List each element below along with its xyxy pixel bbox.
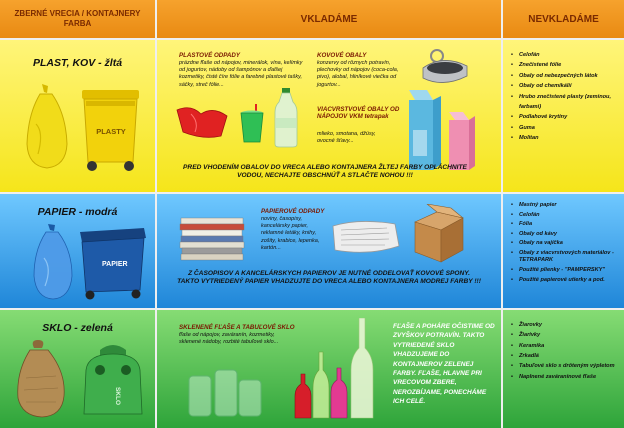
glass-bin-cell: [0, 310, 155, 428]
list-item: • Obaly od chemikálií: [511, 81, 624, 91]
plastic-group-title: PLASTOVÉ ODPADY: [179, 52, 240, 59]
paper-group-text: noviny, časopisy, kancelársky papier, reklamné letáky, knihy, zošity, krabice, lepenka, kartón...: [261, 216, 320, 251]
magazines-image: [179, 214, 247, 262]
tetrapak-pink-image: [445, 112, 477, 172]
list-item: • Zrkadlá: [511, 351, 615, 361]
list-item: • Obaly z viacvrstvových materiálov - TETRAPARK: [511, 250, 624, 265]
paper-no-cell: [503, 194, 624, 308]
list-item: • Hrubo znečistené plasty (zeminou, farbami): [511, 92, 624, 113]
list-item: • Keramika: [511, 341, 615, 351]
plastic-no-list: [511, 50, 624, 144]
paper-bin-cell: [0, 194, 155, 308]
glass-jars-image: [185, 366, 265, 418]
plastic-no-cell: [503, 40, 624, 192]
list-item: • Obaly od nebezpečných látok: [511, 71, 624, 81]
list-item: • Znečistené fólie: [511, 60, 624, 70]
green-cup-image: [239, 104, 265, 144]
glass-bottles-image: [285, 318, 377, 422]
yellow-bag-image: [22, 84, 72, 169]
plastic-bin-cell: [0, 40, 155, 192]
sack-image: [12, 338, 70, 418]
list-item: • Použité papierové utierky a pod.: [511, 277, 624, 284]
green-bell-bin-image: [78, 340, 148, 418]
tetrapak-group-text: mlieko, smotana, džúsy, ovocné šťavy...: [317, 131, 376, 145]
tin-can-image: [415, 46, 473, 90]
list-item: • Žiarovky: [511, 320, 615, 330]
list-item: • Mastný papier: [511, 202, 624, 209]
glass-no-list: [511, 320, 615, 382]
paper-label: PAPIER - modrá: [37, 206, 118, 218]
tetrapak-group-title: VIACVRSTVOVÉ OBALY OD NÁPOJOV VKM tetrapak: [317, 106, 400, 121]
plastic-bottle-image: [273, 88, 299, 148]
header-do-put: VKLADÁME: [157, 0, 501, 38]
list-item: • Celofán: [511, 212, 624, 219]
plastic-bin-text: PLASTY: [96, 127, 126, 136]
list-item: • Žiarivky: [511, 330, 615, 340]
paper-yes-cell: [157, 194, 501, 308]
glass-note: FĽAŠE A POHÁRE OČISTIME OD ZVYŠKOV POTRAVÍN. TAKTO VYTRIEDENÉ SKLO VHADZUJEME DO KONTAJNEROV ZELENEJ FARBY. FĽAŠE, HLAVNE PRI VRECOVOM ZBERE, NEROZBÍJAME, PONECHÁME ICH CELÉ.: [393, 323, 495, 406]
glass-group-text: fľaše od nápojov, zaváranín, kozmetiky, sklenené nádoby, rozbité tabuľové sklo...: [179, 332, 279, 346]
list-item: • Použité plienky - "PAMPERSKY": [511, 267, 624, 274]
yellow-bin-image: [78, 90, 143, 172]
paper-group-title: PAPIEROVÉ ODPADY: [261, 208, 325, 215]
tetrapak-blue-image: [403, 90, 443, 172]
paper-no-list: [511, 202, 624, 286]
glass-yes-cell: [157, 310, 501, 428]
glass-group-title: SKLENENÉ FĽAŠE A TABUĽOVÉ SKLO: [179, 324, 295, 331]
cardboard-box-image: [407, 204, 471, 266]
list-item: • Obaly od kávy: [511, 231, 624, 238]
glass-bin-text: SKLO: [114, 386, 121, 406]
list-item: • Celofán: [511, 50, 624, 60]
list-item: • Tabuľové sklo s drôteným výpletom: [511, 363, 615, 370]
header-bins-colors: ZBERNÉ VRECIA / KONTAJNERY FARBA: [0, 0, 155, 38]
list-item: • Guma: [511, 123, 624, 133]
header-do-not-put: NEVKLADÁME: [503, 0, 624, 38]
blue-bin-image: [78, 228, 148, 300]
plastic-group-text: prázdne fľaše od nápojov, minerálok, vína, kelímky od jogurtov, nádoby od šampónov a ďalšej kozmetiky, čisté číre fólie a farebné plastové tašky, sáčky, streč fólie...: [179, 60, 303, 88]
list-item: • Fólia: [511, 221, 624, 228]
plastic-bag-image: [173, 102, 233, 142]
paper-note: Z ČASOPISOV A KANCELÁRSKYCH PAPIEROV JE NUTNÉ ODDELOVAŤ KOVOVÉ SPONY. TAKTO VYTRIEDENÝ PAPIER VHADZUJTE DO VRECA ALEBO KONTAJNERA MODREJ FARBY !!!: [177, 270, 481, 286]
blue-bag-image: [30, 224, 76, 300]
row-plastic: [0, 40, 624, 192]
glass-no-cell: [503, 310, 624, 428]
plastic-yes-cell: [157, 40, 501, 192]
list-item: • Podlahové krytiny: [511, 112, 624, 122]
paper-bin-text: PAPIER: [102, 261, 128, 268]
plastic-label: PLAST, KOV - žltá: [32, 57, 123, 69]
row-glass: [0, 310, 624, 428]
list-item: • Molitan: [511, 133, 624, 143]
row-paper: [0, 194, 624, 308]
newspaper-image: [329, 216, 401, 258]
metal-group-title: KOVOVÉ OBALY: [317, 52, 367, 59]
glass-label: SKLO - zelená: [42, 322, 113, 334]
plastic-note: PRED VHODENÍM OBALOV DO VRECA ALEBO KONTAJNERA ŽLTEJ FARBY OPLÁCHNITE VODOU, NECHAJTE OBSCHNÚŤ A STLAČTE NOHOU !!!: [183, 164, 467, 180]
list-item: • Naplnené zaváraninové fľaše: [511, 372, 615, 382]
list-item: • Obaly na vajíčka: [511, 240, 624, 247]
metal-group-text: konzervy od rôznych potravín, plechovky od nápojov (coca-cola, pivo), alobal, hliníkové viečka od jogurtov...: [317, 60, 399, 88]
